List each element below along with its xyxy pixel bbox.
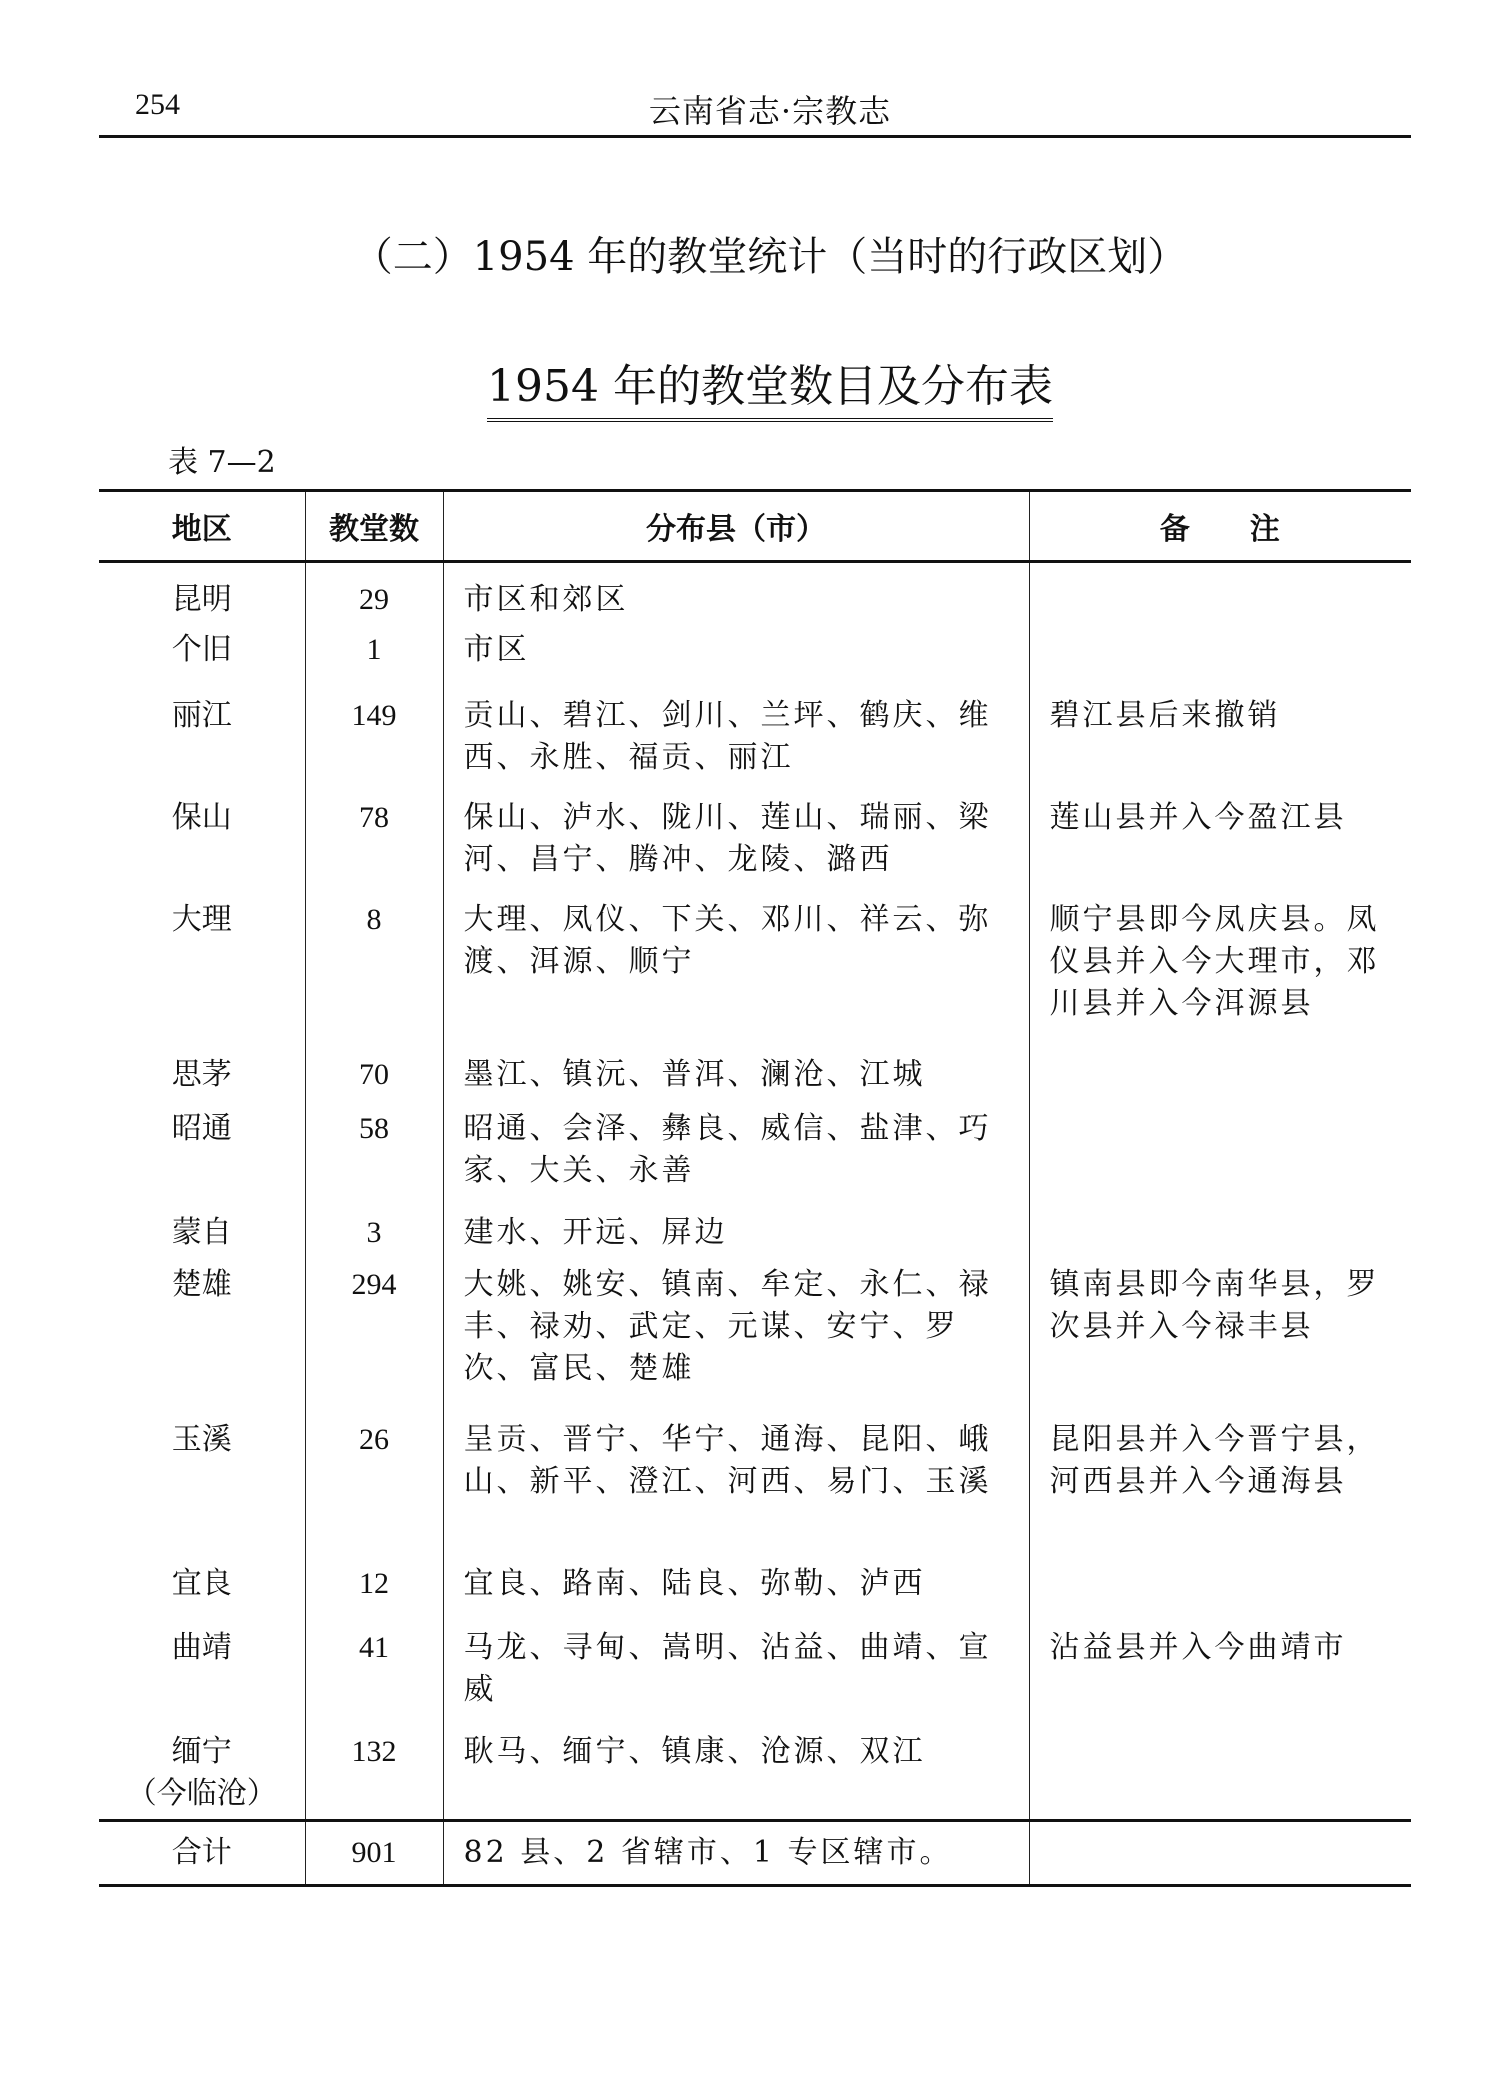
region-cell: 昆明 — [99, 562, 305, 622]
region-cell: 个旧 — [99, 621, 305, 687]
notes-cell — [1029, 1723, 1411, 1821]
church-count-cell: 294 — [305, 1256, 443, 1411]
column-header-count: 教堂数 — [305, 491, 443, 562]
church-count-cell: 1 — [305, 621, 443, 687]
region-cell: 宜良 — [99, 1555, 305, 1619]
region-cell: 楚雄 — [99, 1256, 305, 1411]
church-count-cell: 3 — [305, 1204, 443, 1256]
table-row — [99, 1100, 1411, 1204]
church-distribution-table — [99, 489, 1411, 1887]
notes-cell: 碧江县后来撤销 — [1029, 687, 1411, 789]
church-count-cell: 149 — [305, 687, 443, 789]
table-row — [99, 1723, 1411, 1821]
table-row — [99, 621, 1411, 687]
notes-cell — [1029, 1046, 1411, 1100]
notes-cell — [1029, 562, 1411, 622]
church-count-cell: 78 — [305, 789, 443, 891]
counties-cell: 昭通、会泽、彝良、威信、盐津、巧家、大关、永善 — [443, 1100, 1029, 1204]
counties-cell: 马龙、寻甸、嵩明、沾益、曲靖、宣威 — [443, 1619, 1029, 1723]
notes-cell — [1029, 1555, 1411, 1619]
region-cell: 曲靖 — [99, 1619, 305, 1723]
notes-cell: 莲山县并入今盈江县 — [1029, 789, 1411, 891]
column-header-counties: 分布县（市） — [443, 491, 1029, 562]
region-cell: 蒙自 — [99, 1204, 305, 1256]
counties-cell: 大姚、姚安、镇南、牟定、永仁、禄丰、禄劝、武定、元谋、安宁、罗次、富民、楚雄 — [443, 1256, 1029, 1411]
table-header-row — [99, 491, 1411, 562]
region-cell: 丽江 — [99, 687, 305, 789]
notes-cell: 镇南县即今南华县，罗次县并入今禄丰县 — [1029, 1256, 1411, 1411]
table-row — [99, 1411, 1411, 1555]
counties-cell: 宜良、路南、陆良、弥勒、泸西 — [443, 1555, 1029, 1619]
total-notes — [1029, 1821, 1411, 1886]
running-header-title: 云南省志·宗教志 — [648, 92, 892, 130]
total-counties: 82 县、2 省辖市、1 专区辖市。 — [443, 1821, 1029, 1886]
region-cell: 大理 — [99, 891, 305, 1046]
notes-cell — [1029, 1204, 1411, 1256]
table-row — [99, 1555, 1411, 1619]
table-row — [99, 789, 1411, 891]
church-count-cell: 41 — [305, 1619, 443, 1723]
notes-cell: 顺宁县即今凤庆县。凤仪县并入今大理市，邓川县并入今洱源县 — [1029, 891, 1411, 1046]
page-number: 254 — [135, 88, 180, 121]
counties-cell: 耿马、缅宁、镇康、沧源、双江 — [443, 1723, 1029, 1821]
table-row — [99, 1046, 1411, 1100]
notes-cell — [1029, 1100, 1411, 1204]
table-total-row — [99, 1821, 1411, 1886]
church-count-cell: 26 — [305, 1411, 443, 1555]
table-row — [99, 1204, 1411, 1256]
table-row — [99, 1619, 1411, 1723]
table-title-container — [0, 350, 1500, 422]
table-number: 表 7—2 — [168, 445, 276, 480]
total-count: 901 — [305, 1821, 443, 1886]
section-title: （二）1954 年的教堂统计（当时的行政区划） — [352, 234, 1188, 280]
counties-cell: 大理、凤仪、下关、邓川、祥云、弥渡、洱源、顺宁 — [443, 891, 1029, 1046]
table-title: 1954 年的教堂数目及分布表 — [487, 350, 1053, 422]
notes-cell: 昆阳县并入今晋宁县，河西县并入今通海县 — [1029, 1411, 1411, 1555]
table-row — [99, 687, 1411, 789]
counties-cell: 市区和郊区 — [443, 562, 1029, 622]
table-row — [99, 1256, 1411, 1411]
counties-cell: 保山、泸水、陇川、莲山、瑞丽、梁河、昌宁、腾冲、龙陵、潞西 — [443, 789, 1029, 891]
column-header-region: 地区 — [99, 491, 305, 562]
church-count-cell: 70 — [305, 1046, 443, 1100]
table-row — [99, 891, 1411, 1046]
table-row — [99, 562, 1411, 622]
counties-cell: 贡山、碧江、剑川、兰坪、鹤庆、维西、永胜、福贡、丽江 — [443, 687, 1029, 789]
counties-cell: 墨江、镇沅、普洱、澜沧、江城 — [443, 1046, 1029, 1100]
counties-cell: 建水、开远、屏边 — [443, 1204, 1029, 1256]
church-count-cell: 132 — [305, 1723, 443, 1821]
church-count-cell: 8 — [305, 891, 443, 1046]
church-count-cell: 29 — [305, 562, 443, 622]
total-label: 合计 — [99, 1821, 305, 1886]
counties-cell: 呈贡、晋宁、华宁、通海、昆阳、峨山、新平、澄江、河西、易门、玉溪 — [443, 1411, 1029, 1555]
counties-cell: 市区 — [443, 621, 1029, 687]
region-cell: 玉溪 — [99, 1411, 305, 1555]
region-cell: 缅宁 （今临沧） — [99, 1723, 305, 1821]
region-cell: 思茅 — [99, 1046, 305, 1100]
church-count-cell: 58 — [305, 1100, 443, 1204]
table-body — [99, 562, 1411, 1886]
notes-cell — [1029, 621, 1411, 687]
notes-cell: 沾益县并入今曲靖市 — [1029, 1619, 1411, 1723]
region-cell: 保山 — [99, 789, 305, 891]
church-count-cell: 12 — [305, 1555, 443, 1619]
column-header-notes: 备注 — [1029, 491, 1411, 562]
region-cell: 昭通 — [99, 1100, 305, 1204]
header-rule — [99, 135, 1411, 138]
